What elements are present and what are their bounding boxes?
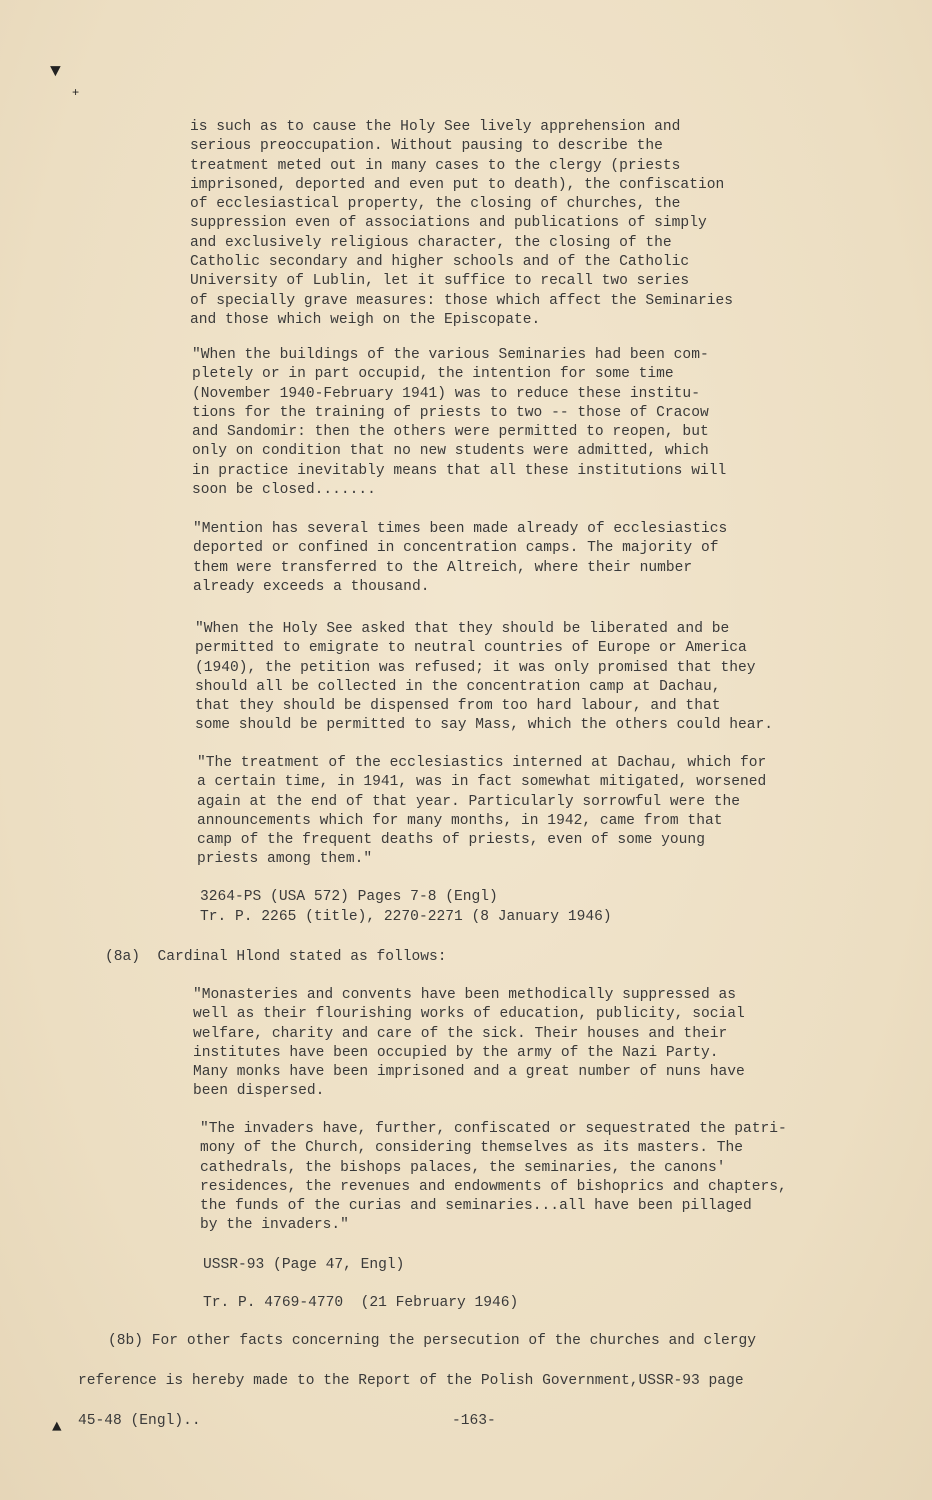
section-8b-line-3: 45-48 (Engl).. [78, 1413, 201, 1429]
dachau-paragraph [197, 754, 766, 870]
citation-3264-ps [200, 888, 612, 927]
text-line: soon be closed....... [192, 482, 376, 499]
text-line: of specially grave measures: those which affect the Seminaries [190, 292, 733, 309]
text-line: by the invaders." [200, 1217, 349, 1234]
text-line: already exceeds a thousand. [193, 578, 430, 595]
text-line: should all be collected in the concentration camp at Dachau, [195, 678, 721, 695]
text-line: well as their flourishing works of education, publicity, social [193, 1006, 745, 1023]
text-line: cathedrals, the bishops palaces, the seminaries, the canons' [200, 1159, 726, 1176]
text-line: welfare, charity and care of the sick. Their houses and their [193, 1025, 728, 1042]
text-line: a certain time, in 1941, was in fact somewhat mitigated, worsened [197, 774, 767, 791]
deported-paragraph [193, 520, 727, 597]
text-line: again at the end of that year. Particularly sorrowful were the [197, 793, 740, 810]
monasteries-paragraph [193, 986, 745, 1102]
text-line: only on condition that no new students were admitted, which [192, 443, 709, 460]
text-line: some should be permitted to say Mass, which the others could hear. [195, 717, 774, 734]
text-line: and those which weigh on the Episcopate. [190, 311, 541, 328]
text-line: the funds of the curias and seminaries...all have been pillaged [200, 1198, 752, 1215]
text-line: deported or confined in concentration camps. The majority of [193, 540, 719, 557]
text-line: and exclusively religious character, the closing of the [190, 234, 672, 251]
text-line: "Mention has several times been made already of ecclesiastics [193, 521, 728, 537]
text-line: "When the Holy See asked that they should be liberated and be [195, 621, 730, 637]
text-line: been dispersed. [193, 1083, 325, 1100]
seminaries-paragraph [192, 346, 726, 500]
text-line: camp of the frequent deaths of priests, even of some young [197, 832, 705, 849]
text-line: serious preoccupation. Without pausing to describe the [190, 138, 663, 155]
text-line: pletely or in part occupid, the intention for some time [192, 366, 674, 383]
text-line: permitted to emigrate to neutral countries of Europe or America [195, 640, 747, 657]
text-line: University of Lublin, let it suffice to recall two series [190, 273, 690, 290]
citation-line: 3264-PS (USA 572) Pages 7-8 (Engl) [200, 889, 498, 905]
invaders-paragraph [200, 1120, 787, 1236]
text-line: "When the buildings of the various Seminaries had been com- [192, 347, 709, 363]
ink-mark-icon: ▼ [50, 62, 61, 82]
text-line: institutes have been occupied by the army of the Nazi Party. [193, 1044, 719, 1061]
intro-paragraph [190, 118, 733, 330]
text-line: (November 1940-February 1941) was to reduce these institu- [192, 385, 700, 402]
text-line: (1940), the petition was refused; it was only promised that they [195, 659, 756, 676]
citation-transcript-pages: Tr. P. 4769-4770 (21 February 1946) [203, 1295, 519, 1311]
text-line: them were transferred to the Altreich, where their number [193, 559, 693, 576]
text-line: "The treatment of the ecclesiastics interned at Dachau, which for [197, 755, 767, 771]
text-line: residences, the revenues and endowments of bishoprics and chapters, [200, 1178, 787, 1195]
ink-mark-bottom-icon: ▲ [52, 1418, 62, 1436]
text-line: Catholic secondary and higher schools and of the Catholic [190, 254, 690, 271]
text-line: is such as to cause the Holy See lively apprehension and [190, 119, 681, 135]
text-line: Many monks have been imprisoned and a great number of nuns have [193, 1064, 745, 1081]
text-line: that they should be dispensed from too hard labour, and that [195, 698, 721, 715]
text-line: announcements which for many months, in 1942, came from that [197, 812, 723, 829]
text-line: suppression even of associations and publications of simply [190, 215, 707, 232]
citation-line: Tr. P. 2265 (title), 2270-2271 (8 January 1946) [200, 908, 612, 925]
text-line: in practice inevitably means that all these institutions will [192, 462, 727, 479]
section-8b-line-2: reference is hereby made to the Report of the Polish Government,USSR-93 page [78, 1373, 744, 1389]
text-line: mony of the Church, considering themselves as its masters. The [200, 1140, 743, 1157]
emigrate-paragraph [195, 620, 773, 736]
text-line: treatment meted out in many cases to the clergy (priests [190, 157, 681, 174]
section-8b-line-1: (8b) For other facts concerning the persecution of the churches and clergy [108, 1333, 757, 1349]
ink-dot-icon: + [72, 86, 80, 100]
text-line: priests among them." [197, 851, 373, 868]
page-number: -163- [452, 1413, 496, 1429]
text-line: "Monasteries and convents have been methodically suppressed as [193, 987, 736, 1003]
section-8a-heading: (8a) Cardinal Hlond stated as follows: [105, 949, 447, 965]
text-line: "The invaders have, further, confiscated or sequestrated the patri- [200, 1121, 787, 1137]
text-line: imprisoned, deported and even put to death), the confiscation [190, 176, 725, 193]
citation-ussr-93: USSR-93 (Page 47, Engl) [203, 1257, 405, 1273]
text-line: of ecclesiastical property, the closing of churches, the [190, 196, 681, 213]
text-line: tions for the training of priests to two -- those of Cracow [192, 404, 709, 421]
text-line: and Sandomir: then the others were permitted to reopen, but [192, 424, 709, 441]
